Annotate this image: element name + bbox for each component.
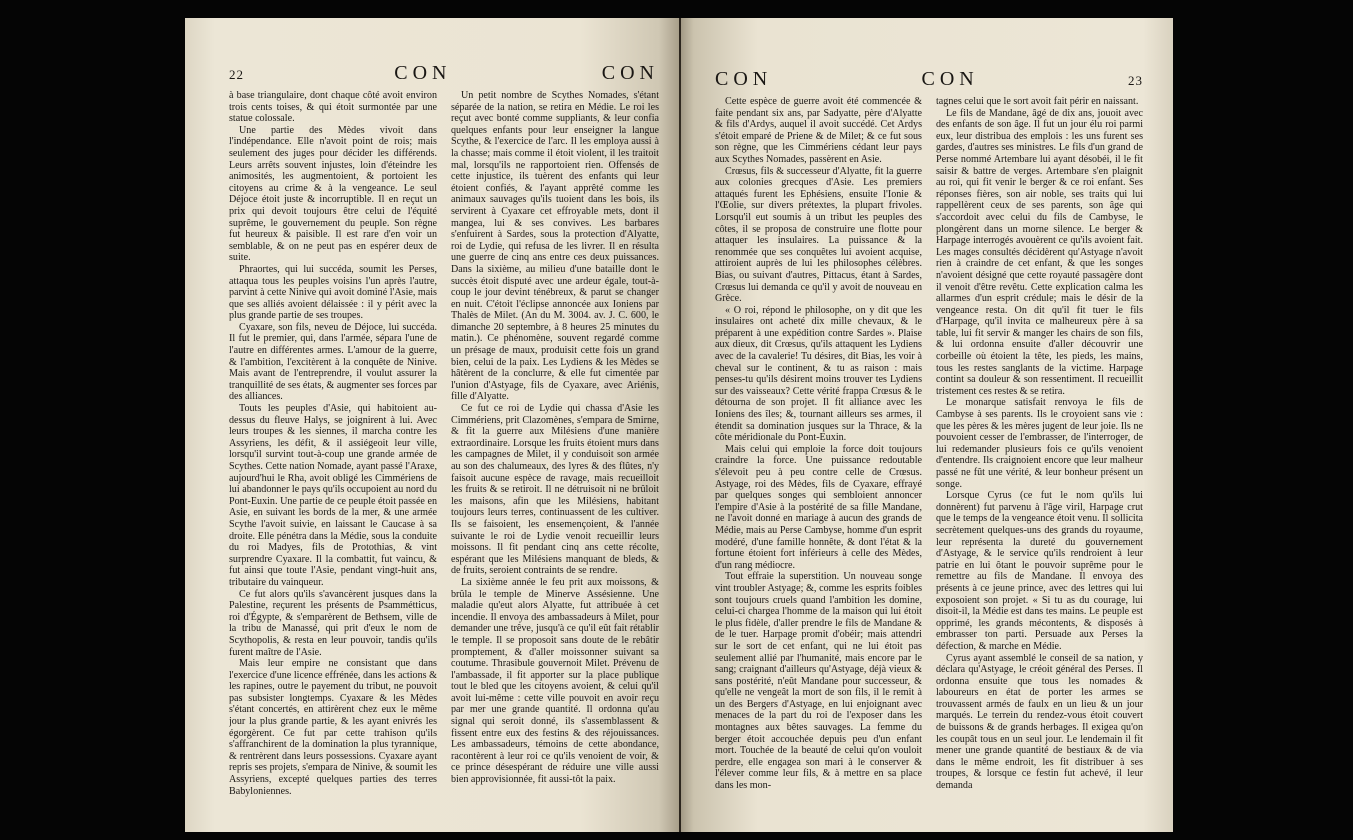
paragraph: Le monarque satisfait renvoya le fils de Cambyse à ses parents. Ils le croyoient sans vie : que les pères & les mères jugent de leur joie. Ils ne pouvoient cesser de l'embrasser, de l'interroger, de lui redemander plusieurs fois ce qu'ils venoient d'entendre. Ils craignoient encore que leur malheur passé ne fût une vérité, & leur bonheur présent un songe.	[936, 397, 1143, 490]
paragraph: La sixième année le feu prit aux moissons, & brûla le temple de Minerve Assésienne. Une maladie qu'eut alors Alyatte, fut attribuée à cet incendie. Il envoya des ambassadeurs à Milet, pour demander une trêve, jusqu'à ce qu'il eût fait rétablir le temple. Il se proposoit sans doute de le rebâtir promptement, & d'aller moissonner suivant sa coutume. Thrasibule gouvernoit Milet. Prévenu de l'ambassade, il fit apporter sur la place publique tout le bled que les citoyens avoient, & celui qu'il avoit lui-même : cette ville pouvoit en avoir reçu par mer une grande quantité. Il ordonna qu'au signal qui seroit donné, ils s'assemblassent & fissent entre eux des festins & des réjouissances. Les ambassadeurs, témoins de cette abondance, racontèrent à leur roi ce qu'ils venoient de voir, & ce prince désespérant de réduire une ville aussi bien approvisionnée, fit aussi-tôt la paix.	[451, 576, 659, 786]
paragraph: Cette espèce de guerre avoit été commencée & faite pendant six ans, par Sadyatte, père d'Alyatte & fils d'Ardys, auquel il avoit succédé. Cet Ardys s'étoit emparé de Priene & de Milet; & ce fut sous son règne, que les Cimmériens cédant leur pays aux Scythes Nomades, passèrent en Asie.	[715, 96, 922, 165]
page-number: 22	[229, 67, 244, 82]
running-head	[715, 68, 1143, 90]
paragraph: Phraortes, qui lui succéda, soumit les Perses, attaqua tous les peuples voisins l'un après l'autre, parvint à cette Ninive qui avoit dominé l'Asie, mais que ses alliés avoient délaissée : il y périt avec la plus grande partie de ses troupes.	[229, 263, 437, 322]
book-gutter	[679, 18, 681, 832]
paragraph: à base triangulaire, dont chaque côté avoit environ trois cents toises, & qui étoit surmontée par une statue colossale.	[229, 90, 437, 125]
right-page	[679, 18, 1173, 832]
paragraph: tagnes celui que le sort avoit fait périr en naissant.	[936, 96, 1139, 107]
left-page	[185, 18, 679, 832]
page-number: 23	[1128, 73, 1143, 88]
page-heading: CON	[921, 68, 979, 90]
paragraph: « O roi, répond le philosophe, on y dit que les insulaires ont acheté dix mille chevaux, & le préparent à une expédition contre Sardes ». Plaise aux dieux, dit Crœsus, qu'ils attaquent les Lydiens avec de la cavalerie! Tu désires, dit Bias, les voir à cheval sur le continent, & tu as raison : mais penses-tu qu'ils désirent moins trouver tes Lydiens sur des vaisseaux? Cette vérité frappa Crœsus & le détourna de son projet. Il fit alliance avec les Ioniens des îles; &, tournant ailleurs ses armes, il étendit sa domination jusques sur la Thrace, & la côte méridionale du Pont-Euxin.	[715, 304, 922, 444]
open-book	[185, 18, 1173, 832]
paragraph: Cyrus ayant assemblé le conseil de sa nation, y déclara qu'Astyage, le créoit général des Perses. Il ordonna ensuite que tous les nomades & laboureurs en état de porter les armes se trouvassent armés de faulx en un lieu & un jour marqués. Le terrein du rendez-vous étoit couvert de buissons & de grands herbages. Il exigea qu'on les coupât tous en un seul jour. Le lendemain il fit mener une grande quantité de bestiaux & de via dans le même endroit, les fit distribuer à ses troupes, & lorsque ce festin fut achevé, il leur demanda	[936, 652, 1143, 792]
text-column	[451, 90, 659, 810]
paragraph: Mais leur empire ne consistant que dans l'exercice d'une licence effrénée, dans les actions & les rapines, outre le payement du tribut, ne pouvoit pas subsister longtemps. Cyaxare & les Mèdes s'étant concertés, en attirèrent chez eux le même jour la plus grande partie, & les ayant enivrés les égorgèrent. Ce fut par cette trahison qu'ils s'affranchirent de la domination la plus tyrannique, & rentrèrent dans leurs possessions. Cyaxare ayant repris ses projets, s'empara de Ninive, & soumit les Assyriens, excepté quelques parties des terres Babyloniennes.	[229, 658, 437, 797]
running-head	[229, 62, 659, 84]
paragraph: Lorsque Cyrus (ce fut le nom qu'ils lui donnèrent) fut parvenu à l'âge viril, Harpage crut que le temps de la vengeance étoit venu. Il sollicita secrètement quelques-uns des grands du royaume, leur représenta la dureté du gouvernement d'Astyage, & le service qu'ils rendroient à leur patrie en lui ôtant le pouvoir suprême pour le remettre au fils de Mandane. Il envoya des présents à ce jeune prince, avec des lettres qui lui exposoient son projet. « Si tu as du courage, lui disoit-il, la Médie est dans tes mains. Le peuple est opprimé, les grands mécontents, & disposés à embrasser ton parti. Persuade aux Perses la défection, & marche en Médie.	[936, 490, 1143, 652]
text-column	[229, 90, 437, 810]
text-column	[715, 96, 922, 816]
paragraph: Le fils de Mandane, âgé de dix ans, jouoit avec des enfants de son âge. Il fut un jour élu roi parmi eux, leur distribua des emplois : les uns furent ses gardes, d'autres ses ministres. Le fils d'un grand de Perse nommé Artembare lui ayant désobéi, il le fit saisir & battre de verges. Artembare s'en plaignit au roi, qui fit venir le berger & ce roi enfant. Ses réponses fières, son air noble, ses traits qui lui rappellèrent ceux de ses parents, son âge qui s'accordoit avec celui du fils de Cambyse, le plongèrent dans un morne silence. Le berger & Harpage interrogés avouèrent ce qu'ils avoient fait. Les mages consultés décidèrent qu'Astyage n'avoit rien à craindre de cet enfant, & que les songes n'avoient désigné que cette royauté passagère dont il venoit d'être revêtu. Cette explication calma les allarmes d'un esprit crédule; mais le désir de la vengeance resta. On dit qu'il fit tuer le fils d'Harpage, qu'il invita ce malheureux père à sa table, lui fit servir & manger les chairs de son fils, & lui ordonna ensuite d'aller découvrir une corbeille où étoient la tête, les pieds, les mains, tous les restes sanglants de la victime. Harpage contint sa douleur & son ressentiment. Il recueillit tristement ces restes & se retira.	[936, 107, 1143, 397]
page-heading: CON	[601, 62, 659, 84]
paragraph: Crœsus, fils & successeur d'Alyatte, fit la guerre aux colonies grecques d'Asie. Les premiers attaqués furent les Ephésiens, ensuite l'Ionie & l'Œolie, sur divers prétextes, la plupart frivoles. Lorsqu'il eut soumis à un tribut les peuples des côtes, il se proposa de construire une flotte pour attaquer les insulaires. La puissance & la renommée que ses conquêtes lui avoient acquise, attiroient auprès de lui les philosophes célèbres. Bias, ou suivant d'autres, Pittacus, étant à Sardes, Crœsus lui demanda ce qu'il y avoit de nouveau en Grèce.	[715, 165, 922, 305]
paragraph: Ce fut ce roi de Lydie qui chassa d'Asie les Cimmériens, prit Clazomènes, s'empara de Smirne, & fit la guerre aux Milésiens d'une manière extraordinaire. Lorsque les fruits étoient murs dans les campagnes de Milet, il y conduisoit son armée au son des chalumeaux, des lyres & des flûtes, n'y faisoit aucune espèce de ravage, mais recueilloit les fruits & se retiroit. Il ne détruisoit ni ne brûloit les maisons, afin que les Milésiens, habitant toujours leurs terres, continuassent de les cultiver. Ils se faisoient, les ensemençoient, & l'année suivante le roi de Lydie venoit recueillir leurs moissons. Il fit pendant cinq ans cette récolte, espérant que les Milésiens manquant de bleds, & de fruits, seroient contraints de se rendre.	[451, 403, 659, 577]
paragraph: Une partie des Mèdes vivoit dans l'indépendance. Elle n'avoit point de rois; mais seulement des juges pour décider les différends. Leurs arrêts souvent injustes, loin d'éteindre les animosités, les augmentoient, & portoient les citoyens au crime & à la vengeance. Le seul Déjoce étoit juste & incorruptible. Il en reçut un prix qui devoit toujours être celui de l'équité suprême, le gouvernement du peuple. Son règne fut heureux & paisible. Il est rare d'en voir un semblable, & on ne peut pas en espérer deux de suite.	[229, 124, 437, 264]
paragraph: Ce fut alors qu'ils s'avancèrent jusques dans la Palestine, reçurent les présents de Psammétticus, roi d'Égypte, & s'emparèrent de Bethsem, ville de la tribu de Manassé, qui prit d'eux le nom de Scythopolis, & resta en leur pouvoir, tandis qu'ils furent maître de l'Asie.	[229, 588, 437, 658]
page-heading: CON	[394, 62, 452, 84]
paragraph: Mais celui qui emploie la force doit toujours craindre la force. Une puissance redoutable s'élevoit peu à peu contre celle de Crœsus. Astyage, roi des Mèdes, fils de Cyaxare, effrayé par quelques songes qui sembloient annoncer l'empire d'Asie à la postérité de sa fille Mandane, ne l'avoit donné en mariage à aucun des grands de Médie, mais au Perse Cambyse, homme d'un esprit modéré, d'une famille honnête, & dont l'état & la fortune étoient fort inférieurs à celle des Mèdes, d'un rang médiocre.	[715, 443, 922, 571]
paragraph: Un petit nombre de Scythes Nomades, s'étant séparée de la nation, se retira en Médie. Le roi les reçut avec bonté comme suppliants, & leur confia quelques enfants pour leur enseigner la langue Scythe, & l'exercice de l'arc. Il les employa aussi à la chasse; mais comme il étoit violent, il les traitoit mal, lorsqu'ils ne rapportoient rien. Offensés de cette injustice, ils tuèrent des enfants qui leur étoient confiés, & l'ayant apprêté comme les animaux sauvages qu'ils tuoient dans les bois, ils servirent à Cyaxare cet effroyable mets, dont il mangea, lui & ses convives. Les barbares s'enfuirent à Sardes, sous la protection d'Alyatte, roi de Lydie, qui refusa de les livrer. Il en résulta une guerre de cinq ans entre ces deux puissances. Dans la sixième, au milieu d'une bataille dont le succès étoit disputé avec une ardeur égale, tout-à-coup le jour devint ténébreux, & parut se changer en nuit. C'étoit l'éclipse annoncée aux Ioniens par Thalès de Milet. (An du M. 3004. av. J. C. 600, le dimanche 20 septembre, à 8 heures 25 minutes du matin.). Ce phénomène, souvent regardé comme un présage de maux, produisit cette fois un grand bien, celui de la paix. Les Lydiens & les Mèdes se hâtèrent de la conclurre, & elle fut cimentée par l'union d'Astyage, fils de Cyaxare, avec Ariénis, fille d'Alyatte.	[451, 90, 659, 403]
paragraph: Cyaxare, son fils, neveu de Déjoce, lui succéda. Il fut le premier, qui, dans l'armée, sépara l'une de l'autre en différentes armes. L'amour de la guerre, & l'ambition, l'excitèrent à la conquête de Ninive. Mais avant de l'entreprendre, il voulut assurer la tranquillité de ses états, & augmenter ses forces par des alliances.	[229, 321, 437, 403]
paragraph: Touts les peuples d'Asie, qui habitoient au-dessus du fleuve Halys, se joignirent à lui. Avec leurs troupes & les siennes, il marcha contre les Assyriens, les défit, & il assiégeoit leur ville, lorsqu'il survint tout-à-coup une grande armée de Scythes. Cette nation Nomade, ayant passé l'Araxe, aujourd'hui le Rha, avoit obligé les Cimmériens de lui abandonner le pays qu'ils occupoient au nord du Pont-Euxin. Une partie de ce peuple étoit passée en Asie, en suivant les bords de la mer, & une armée Scythe l'avoit suivie, en laissant le Caucase à sa droite. Elle pénétra dans la Médie, sous la conduite du roi Madyes, fils de Protothias, & vint surprendre Cyaxare. Il la combattit, fut vaincu, & fut ainsi que toute l'Asie, pendant vingt-huit ans, tributaire du vainqueur.	[229, 403, 437, 588]
text-column	[936, 96, 1143, 816]
paragraph: Tout effraie la superstition. Un nouveau songe vint troubler Astyage; &, comme les esprits foibles sont toujours cruels quand l'ambition les domine, celui-ci chargea l'homme de la maison qui lui étoit le plus fidèle, d'aller prendre le fils de Mandane & de le tuer. Harpage promit d'obéir; mais attendri sur le sort de cet enfant, qui ne lui étoit pas seulement allié par l'humanité, mais encore par le sang; craignant d'ailleurs qu'Astyage, déjà vieux & sans postérité, n'eût Mandane pour successeur, & qu'elle ne vengeât la mort de son fils, il le remit à un des Bergers d'Astyage, en lui enjoignant avec menaces de la part du roi de l'exposer dans les montagnes aux bêtes sauvages. La femme du berger étoit accouchée depuis peu d'un enfant mort. Touchée de la beauté de celui qu'on vouloit perdre, elle engagea son mari à le conserver & l'élever comme leur fils, & à mettre en sa place dans les mon-	[715, 571, 922, 792]
page-heading: CON	[715, 68, 773, 90]
